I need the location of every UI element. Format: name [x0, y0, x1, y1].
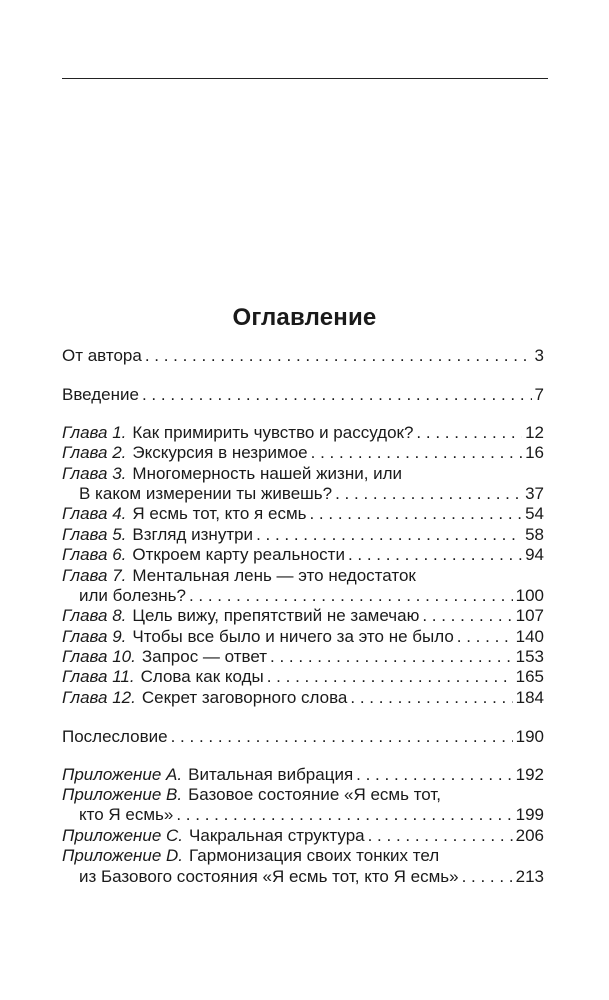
toc-entry-chapter-10[interactable]: [62, 647, 544, 667]
toc-entry-appendix-d-cont[interactable]: [62, 867, 544, 887]
entry-title: Чакральная структура: [189, 825, 365, 845]
dot-leader: [176, 805, 512, 825]
chapter-label: Глава 8.: [62, 606, 127, 626]
dot-leader: [356, 765, 512, 785]
toc-entry-appendix-c[interactable]: [62, 826, 544, 846]
entry-title: Многомерность нашей жизни, или: [132, 463, 403, 483]
entry-page: 3: [534, 346, 544, 365]
entry-title: Откроем карту реальности: [132, 545, 345, 565]
toc-entry-front-1[interactable]: [62, 346, 544, 366]
entry-title: Запрос — ответ: [141, 647, 268, 667]
entry-title: От автора: [62, 346, 142, 365]
entry-page: 94: [525, 545, 544, 565]
page-title: Оглавление: [232, 304, 377, 331]
chapter-label: Глава 11.: [62, 667, 135, 687]
entry-page: 190: [515, 727, 544, 747]
entry-title: Как примирить чувство и рассудок?: [132, 422, 414, 442]
entry-title: Слова как коды: [140, 667, 264, 687]
toc-entry-chapter-9[interactable]: [62, 627, 544, 647]
dot-leader: [256, 525, 522, 545]
entry-page: 140: [515, 626, 544, 646]
toc-entry-appendix-b-cont[interactable]: [62, 805, 544, 825]
entry-page: 107: [515, 606, 544, 626]
chapter-label: Глава 2.: [62, 443, 127, 463]
entry-page: 199: [515, 805, 544, 825]
toc-entry-chapter-3-cont[interactable]: [62, 484, 544, 504]
appendix-label: Приложение C.: [62, 825, 184, 845]
entry-title: Ментальная лень — это недостаток: [132, 565, 416, 585]
toc-entry-chapter-2[interactable]: [62, 443, 544, 463]
toc-entry-chapter-6[interactable]: [62, 545, 544, 565]
entry-page: 12: [525, 422, 544, 442]
entry-title-cont: из Базового состояния «Я есмь тот, кто Я есмь»: [79, 866, 459, 886]
entry-page: 184: [515, 687, 544, 707]
entry-title-cont: или болезнь?: [79, 585, 186, 605]
toc-entry-chapter-1[interactable]: [62, 423, 544, 443]
chapter-label: Глава 3.: [62, 463, 127, 483]
toc-entry-chapter-3[interactable]: [62, 464, 544, 484]
dot-leader: [348, 545, 522, 565]
dot-leader: [462, 867, 513, 887]
entry-page: 58: [525, 524, 544, 544]
chapter-label: Глава 5.: [62, 524, 127, 544]
entry-page: 206: [515, 825, 544, 845]
toc-entry-appendix-a[interactable]: [62, 765, 544, 785]
entry-title: Я есмь тот, кто я есмь: [132, 504, 307, 524]
entry-title: Гармонизация своих тонких тел: [189, 846, 440, 866]
dot-leader: [422, 606, 512, 626]
table-of-contents: [62, 346, 544, 887]
dot-leader: [311, 443, 522, 463]
chapter-label: Глава 4.: [62, 504, 127, 524]
entry-title-cont: кто Я есмь»: [79, 805, 174, 825]
dot-leader: [142, 385, 532, 405]
toc-entry-chapter-4[interactable]: [62, 504, 544, 524]
dot-leader: [350, 688, 512, 708]
toc-entry-chapter-7[interactable]: [62, 566, 544, 586]
entry-page: 100: [515, 585, 544, 605]
dot-leader: [189, 586, 513, 606]
entry-title: Секрет заговорного слова: [141, 687, 348, 707]
entry-page: 192: [515, 764, 544, 784]
toc-entry-appendix-d[interactable]: [62, 846, 544, 866]
appendix-label: Приложение D.: [62, 846, 184, 866]
entry-page: 16: [525, 443, 544, 463]
chapter-label: Глава 1.: [62, 422, 127, 442]
chapter-label: Глава 7.: [62, 565, 127, 585]
entry-title: Экскурсия в незримое: [132, 443, 308, 463]
entry-page: 213: [515, 866, 544, 886]
entry-title: Введение: [62, 385, 139, 405]
entry-title: Взгляд изнутри: [132, 524, 254, 544]
entry-title: Чтобы все было и ничего за это не было: [132, 626, 454, 646]
toc-entry-front-2[interactable]: [62, 385, 544, 405]
entry-page: 54: [525, 504, 544, 524]
toc-entry-chapter-7-cont[interactable]: [62, 586, 544, 606]
dot-leader: [267, 667, 513, 687]
chapter-label: Глава 9.: [62, 626, 127, 646]
entry-page: 7: [534, 385, 544, 405]
entry-page: 37: [525, 483, 544, 503]
toc-entry-chapter-8[interactable]: [62, 606, 544, 626]
appendix-label: Приложение A.: [62, 764, 183, 784]
appendix-label: Приложение B.: [62, 785, 183, 805]
header-rule: [62, 78, 548, 79]
chapter-label: Глава 6.: [62, 545, 127, 565]
dot-leader: [145, 346, 532, 366]
dot-leader: [171, 727, 513, 747]
toc-entry-afterword[interactable]: [62, 727, 544, 747]
dot-leader: [416, 423, 522, 443]
dot-leader: [457, 627, 513, 647]
toc-entry-chapter-5[interactable]: [62, 525, 544, 545]
entry-page: 165: [515, 667, 544, 687]
entry-title: Витальная вибрация: [188, 764, 354, 784]
chapter-label: Глава 12.: [62, 687, 136, 707]
toc-entry-chapter-12[interactable]: [62, 688, 544, 708]
chapter-label: Глава 10.: [62, 647, 136, 667]
dot-leader: [270, 647, 513, 667]
dot-leader: [309, 504, 522, 524]
toc-entry-appendix-b[interactable]: [62, 785, 544, 805]
toc-entry-chapter-11[interactable]: [62, 667, 544, 687]
entry-title: Послесловие: [62, 727, 168, 747]
entry-title: Базовое состояние «Я есмь тот,: [188, 785, 442, 805]
entry-page: 153: [515, 647, 544, 667]
dot-leader: [368, 826, 513, 846]
entry-title-cont: В каком измерении ты живешь?: [79, 483, 333, 503]
entry-title: Цель вижу, препятствий не замечаю: [132, 606, 420, 626]
dot-leader: [335, 484, 522, 504]
